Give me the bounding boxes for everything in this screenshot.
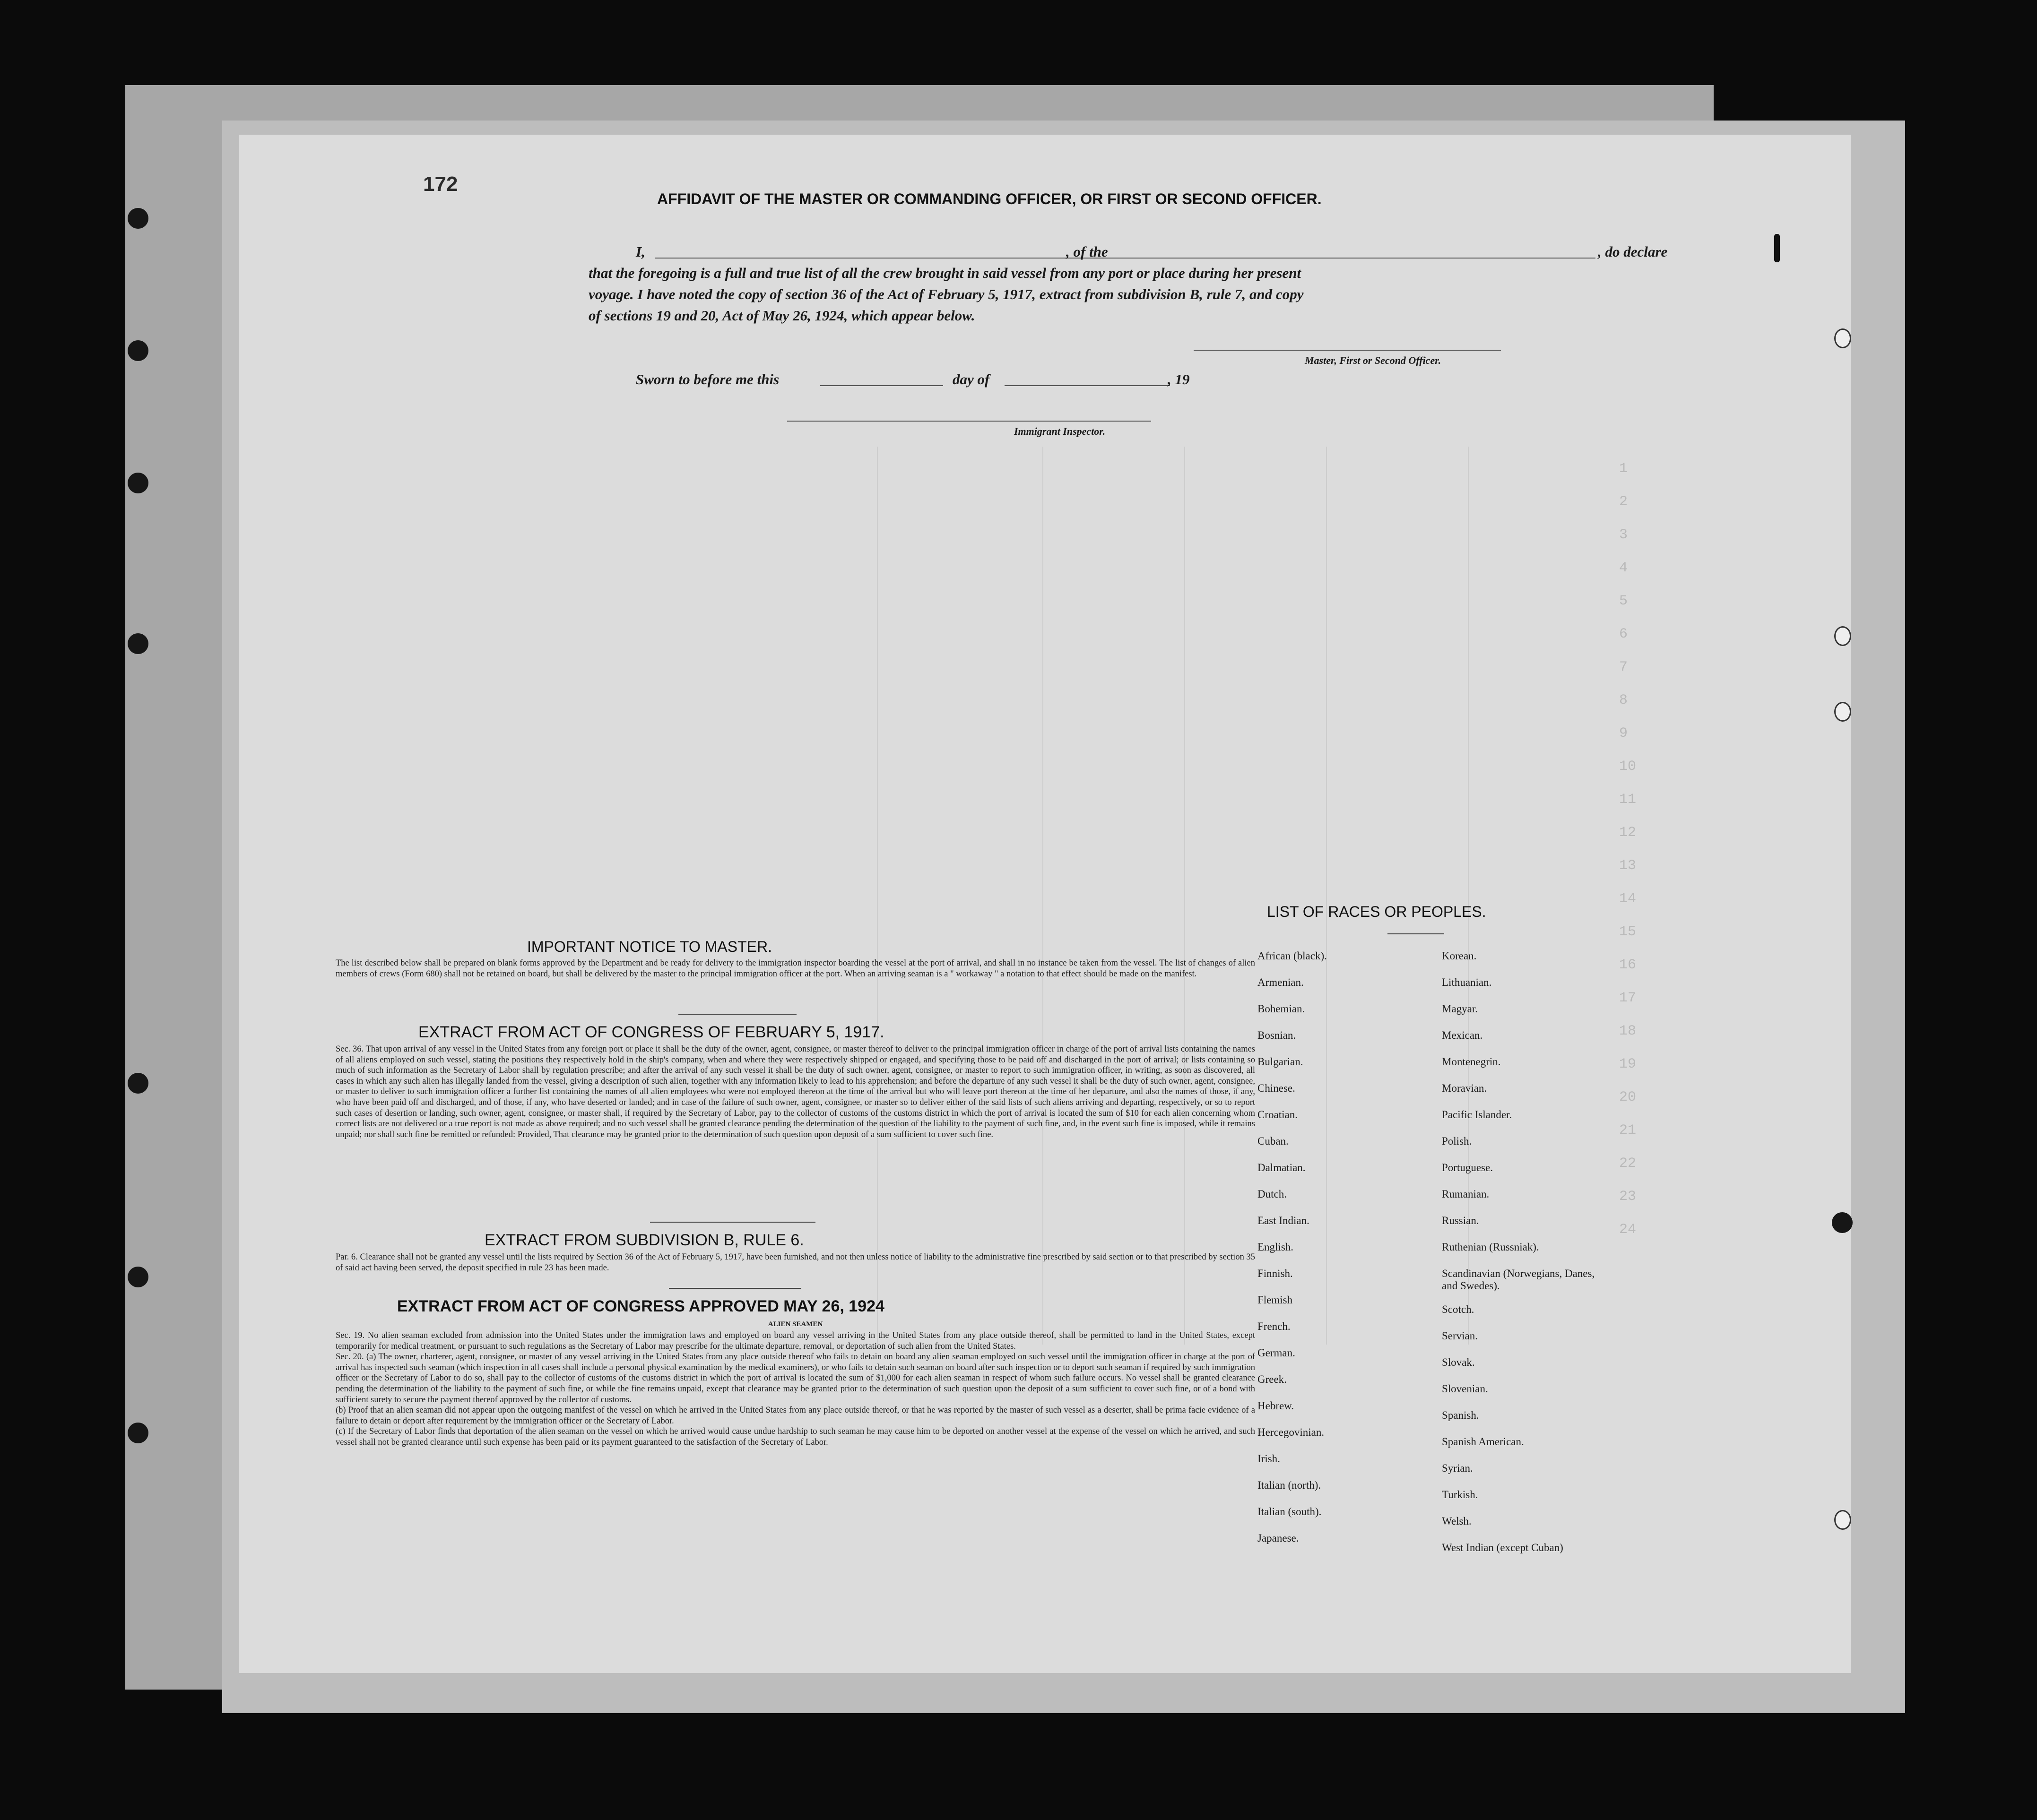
race-item: Portuguese. xyxy=(1442,1162,1493,1173)
binder-hole xyxy=(128,208,148,229)
sec-20c-text: (c) If the Secretary of Labor finds that deportation of the alien seaman on the vessel on which he arrived would cause undue hardship to such seaman he may cause him to be deported on another vessel at the expense of the vessel on which he arrived, and such vessel shall not be granted clearance until such expense has been paid or its payment guaranteed to the satisfaction of the Secretary of Labor. xyxy=(336,1427,1255,1447)
affidavit-of-the: , of the xyxy=(1066,243,1108,260)
divider xyxy=(678,1014,797,1015)
page-number-stamp: 172 xyxy=(423,173,458,196)
sworn-day-blank[interactable] xyxy=(820,385,943,386)
sworn-text: Sworn to before me this xyxy=(636,371,780,388)
sworn-month-blank[interactable] xyxy=(1005,385,1170,386)
race-item: Moravian. xyxy=(1442,1082,1487,1094)
race-item: Finnish. xyxy=(1257,1268,1293,1279)
race-item: Magyar. xyxy=(1442,1003,1478,1015)
divider xyxy=(669,1288,801,1289)
binder-hole xyxy=(128,1423,148,1443)
race-item: Rumanian. xyxy=(1442,1188,1490,1200)
race-item: Dalmatian. xyxy=(1257,1162,1306,1173)
binder-hole xyxy=(128,1267,148,1287)
race-item: Syrian. xyxy=(1442,1462,1473,1474)
race-item: Spanish American. xyxy=(1442,1436,1524,1448)
race-item: West Indian (except Cuban) xyxy=(1442,1542,1563,1553)
subdivision-title: EXTRACT FROM SUBDIVISION B, RULE 6. xyxy=(485,1231,804,1249)
race-item: Bohemian. xyxy=(1257,1003,1305,1015)
race-item: Cuban. xyxy=(1257,1135,1289,1147)
races-title: LIST OF RACES OR PEOPLES. xyxy=(1267,903,1486,920)
race-item: Armenian. xyxy=(1257,976,1304,988)
race-item: Italian (north). xyxy=(1257,1479,1321,1491)
race-item: Slovenian. xyxy=(1442,1383,1488,1395)
ring-hole xyxy=(1834,1510,1851,1530)
affidavit-line-4: of sections 19 and 20, Act of May 26, 1924, which appear below. xyxy=(589,307,975,324)
ring-hole xyxy=(1832,1212,1853,1233)
race-item: Chinese. xyxy=(1257,1082,1295,1094)
race-item: English. xyxy=(1257,1241,1294,1253)
inspector-label: Immigrant Inspector. xyxy=(1014,425,1106,437)
affidavit-line-3: voyage. I have noted the copy of section 36 of the Act of February 5, 1917, extract from subdivision B, rule 7, and copy xyxy=(589,286,1304,302)
race-item: African (black). xyxy=(1257,950,1327,962)
vessel-blank[interactable] xyxy=(1123,258,1595,259)
extract-1924-title: EXTRACT FROM ACT OF CONGRESS APPROVED MAY 26, 1924 xyxy=(397,1297,884,1315)
race-item: Irish. xyxy=(1257,1453,1280,1465)
binder-hole xyxy=(128,340,148,361)
ring-hole xyxy=(1834,328,1851,348)
race-item: Welsh. xyxy=(1442,1515,1472,1527)
notice-text: The list described below shall be prepared on blank forms approved by the Department and be ready for delivery to the immigration inspector boarding the vessel at the port of arrival, and shall in no instance be taken from the vessel. The list of changes of alien members of crews (Form 680) shall not be retained on board, but shall be delivered by the master to the principal immigration officer at the port. When an arriving seaman is a " workaway " a notation to that effect should be made on the manifest. xyxy=(336,958,1255,979)
race-item: Slovak. xyxy=(1442,1356,1475,1368)
race-item: Polish. xyxy=(1442,1135,1472,1147)
race-item: Japanese. xyxy=(1257,1532,1299,1544)
manifest-page xyxy=(239,135,1851,1673)
binder-hole xyxy=(128,473,148,493)
race-item: Servian. xyxy=(1442,1330,1478,1342)
race-item: German. xyxy=(1257,1347,1295,1359)
affidavit-declare: , do declare xyxy=(1598,243,1668,260)
sec-19-text: Sec. 19. No alien seaman excluded from admission into the United States under the immigration laws and employed on board any vessel arriving in the United States from any place outside thereof, shall be permitted to land in the United States, except temporarily for medical treatment, or pursuant to such regulations as the Secretary of Labor may prescribe for the ultimate departure, removal, or deportation of such alien from the United States. xyxy=(336,1331,1255,1351)
race-item: Spanish. xyxy=(1442,1409,1479,1421)
race-item: Ruthenian (Russniak). xyxy=(1442,1241,1539,1253)
race-item: Russian. xyxy=(1442,1215,1479,1226)
day-of-text: day of xyxy=(953,371,990,388)
race-item: Pacific Islander. xyxy=(1442,1109,1512,1121)
race-item: Lithuanian. xyxy=(1442,976,1492,988)
race-item: Scandinavian (Norwegians, Danes, and Swedes). xyxy=(1442,1268,1595,1292)
binder-hole xyxy=(128,1073,148,1094)
master-signature-line[interactable] xyxy=(1194,350,1501,351)
extract-1924-text xyxy=(336,1330,1255,1448)
race-item: East Indian. xyxy=(1257,1215,1309,1226)
show-through-text: 1 2 3 4 5 6 7 8 9 10 11 12 13 14 15 16 17 18 19 20 21 22 23 24 xyxy=(239,135,1851,1673)
race-item: Dutch. xyxy=(1257,1188,1287,1200)
master-label: Master, First or Second Officer. xyxy=(1305,354,1441,366)
race-item: Scotch. xyxy=(1442,1303,1474,1315)
extract-1917-title: EXTRACT FROM ACT OF CONGRESS OF FEBRUARY 5, 1917. xyxy=(418,1023,884,1041)
race-item: Bulgarian. xyxy=(1257,1056,1303,1068)
notice-title: IMPORTANT NOTICE TO MASTER. xyxy=(527,938,772,955)
race-item: Montenegrin. xyxy=(1442,1056,1501,1068)
divider xyxy=(650,1222,815,1223)
affidavit-i: I, xyxy=(636,243,645,260)
race-item: Turkish. xyxy=(1442,1489,1478,1501)
race-item: Korean. xyxy=(1442,950,1477,962)
race-item: Italian (south). xyxy=(1257,1506,1322,1518)
race-item: Flemish xyxy=(1257,1294,1293,1306)
race-item: French. xyxy=(1257,1320,1291,1332)
extract-1917-text: Sec. 36. That upon arrival of any vessel in the United States from any foreign port or place it shall be the duty of the owner, agent, consignee, or master thereof to deliver to the principal immigration officer in charge of the port of arrival lists containing the names of all aliens employed on such vessel, stating the positions they respectively hold in the ship's company, when and where they were respectively shipped or engaged, and specifying those to be paid off and discharged in the port of arrival; or lists containing so much of such information as the Secretary of Labor shall by regulation prescribe; and after the arrival of any such vessel it shall be the duty of such owner, agent, consignee, or master to report to such immigration officer, in writing, as soon as discovered, all cases in which any such alien has illegally landed from the vessel, giving a description of such alien, together with any information likely to lead to his apprehension; and before the departure of any such vessel it shall be the duty of such owner, agent, consignee, or master to deliver to such immigration officer a further list containing the names of all alien employees who were not employed thereon at the time of the arrival but who will leave port thereon at the time of her departure, and also the names of those, if any, who have been paid off and discharged, and of those, if any, who have deserted or landed; and in case of the failure of such owner, agent, consignee, or master so to deliver either of the said lists of such aliens arriving and departing, respectively, or so to report such cases of desertion or landing, such owner, agent, consignee, or master shall, if required by the Secretary of Labor, pay to the collector of customs of the customs district in which the port of arrival is located the sum of $10 for each alien concerning whom correct lists are not delivered or a true report is not made as above required; and no such vessel shall be granted clearance pending the determination of the question of the liability to the payment of such fine, and, in the event such fine is imposed, while it remains unpaid; nor shall such fine be remitted or refunded: Provided, That clearance may be granted prior to the determination of such question upon deposit of a sum sufficient to cover such fine. xyxy=(336,1044,1255,1139)
ring-hole xyxy=(1834,626,1851,646)
race-item: Hercegovinian. xyxy=(1257,1426,1325,1438)
affidavit-title: AFFIDAVIT OF THE MASTER OR COMMANDING OFFICER, OR FIRST OR SECOND OFFICER. xyxy=(657,190,1322,207)
race-item: Bosnian. xyxy=(1257,1029,1296,1041)
race-item: Hebrew. xyxy=(1257,1400,1294,1412)
sec-20a-text: Sec. 20. (a) The owner, charterer, agent, consignee, or master of any vessel arriving in the United States from any place outside thereof who fails to detain on board any alien seaman employed on such vessel until the immigration officer in charge at the port of arrival has inspected such seaman (which inspection in all cases shall include a personal physical examination by the medical examiners), or who fails to detain such seaman on board after such inspection or to deport such seaman if required by such immigration officer or the Secretary of Labor to do so, shall pay to the collector of customs of the customs district in which the port of arrival is located the sum of $1,000 for each alien seaman in respect of whom such failure occurs. No vessel shall be granted clearance pending the determination of the liability to the payment of such fine, or while the fine remains unpaid, except that clearance may be granted prior to the determination of such question upon the deposit of a sum sufficient to cover such fine, or of a bond with sufficient surety to secure the payment thereof approved by the collector of customs. xyxy=(336,1352,1255,1405)
binder-hole xyxy=(128,633,148,654)
affidavit-line-2: that the foregoing is a full and true list of all the crew brought in said vessel from any port or place during her present xyxy=(589,265,1301,281)
ring-hole xyxy=(1834,702,1851,722)
year-prefix: , 19 xyxy=(1168,371,1190,388)
divider xyxy=(1387,933,1444,934)
race-item: Mexican. xyxy=(1442,1029,1483,1041)
tab-mark xyxy=(1774,234,1780,262)
inspector-signature-line[interactable] xyxy=(787,421,1151,422)
alien-seamen-subtitle: ALIEN SEAMEN xyxy=(768,1320,823,1328)
race-item: Croatian. xyxy=(1257,1109,1298,1121)
race-item: Greek. xyxy=(1257,1373,1287,1385)
subdivision-text: Par. 6. Clearance shall not be granted any vessel until the lists required by Section 36 of the Act of February 5, 1917, have been furnished, and not then unless notice of liability to the administrative fine prescribed by said section or to that prescribed by section 35 of said act having been served, the deposit specified in rule 23 has been made. xyxy=(336,1252,1255,1273)
sec-20b-text: (b) Proof that an alien seaman did not appear upon the outgoing manifest of the vessel on which he arrived in the United States from any place outside thereof, or that he was reported by the master of such vessel as a deserter, shall be prima facie evidence of a failure to detain or deport after requirement by the immigration officer or the Secretary of Labor. xyxy=(336,1406,1255,1426)
